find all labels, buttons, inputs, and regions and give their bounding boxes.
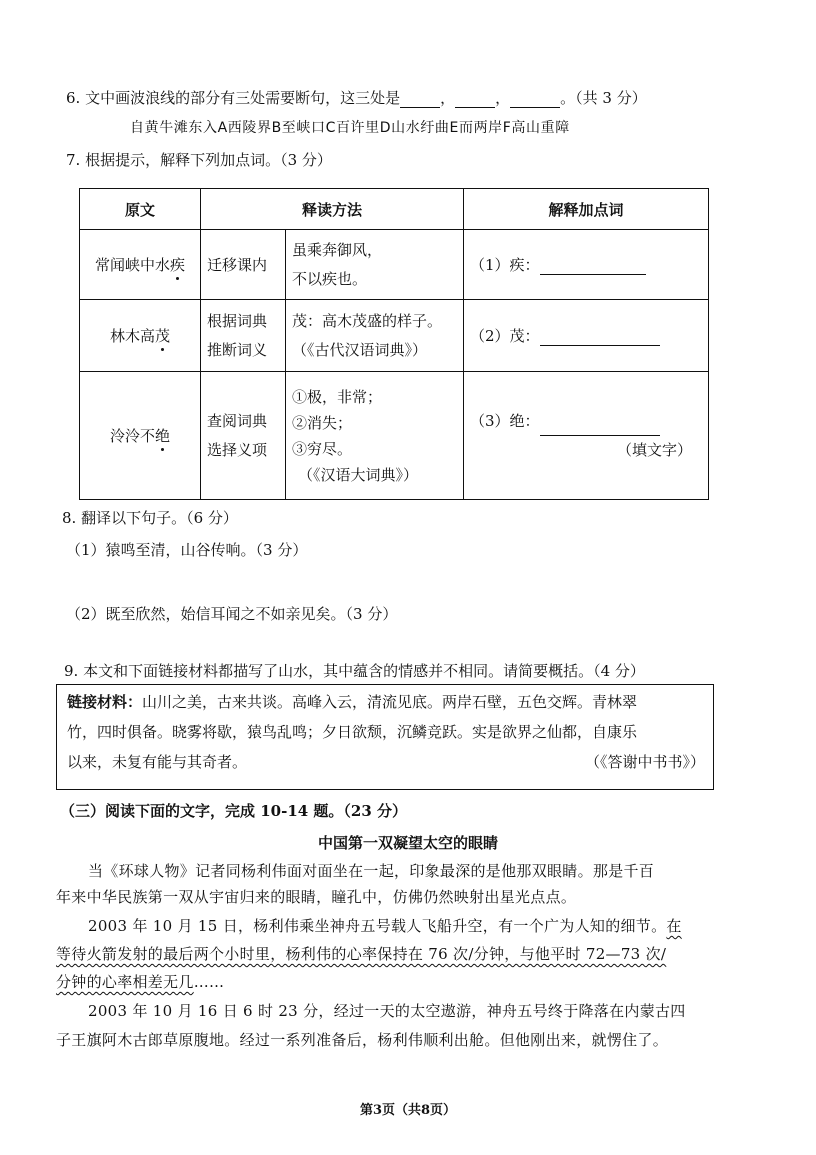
q7-title: 7. 根据提示，解释下列加点词。（3 分）: [66, 151, 332, 169]
header-answer: 解释加点词: [464, 189, 709, 230]
q6-answer-blank-3[interactable]: [510, 92, 560, 108]
method-cell: 根据词典 推断词义: [201, 300, 286, 372]
answer-blank-2[interactable]: [540, 330, 660, 346]
fill-note: （填文字）: [616, 440, 692, 459]
answer-blank-3[interactable]: [540, 420, 660, 436]
link-material-box: [56, 684, 714, 790]
q9-title: 9. 本文和下面链接材料都描写了山水，其中蕴含的情感并不相同。请简要概括。（4 分）: [64, 662, 645, 680]
paragraph-3-line-2: 子王旗阿木古郎草原腹地。经过一系列准备后，杨利伟顺利出舱。但他刚出来，就愣住了。: [56, 1031, 669, 1049]
table-header-row: [80, 189, 709, 230]
table-row: [80, 300, 709, 372]
dotted-word: 茂: [155, 327, 171, 345]
paragraph-1-line-1: 当《环球人物》记者同杨利伟面对面坐在一起，印象最深的是他那双眼睛。那是千百: [88, 862, 655, 880]
paragraph-2-line-1: 2003 年 10 月 15 日，杨利伟乘坐神舟五号载人飞船升空，有一个广为人知的细节。在: [88, 917, 682, 935]
q6-answer-blank-2[interactable]: [455, 92, 495, 108]
dotted-word: 疾: [170, 256, 186, 274]
paragraph-1-line-2: 年来中华民族第一双从宇宙归来的眼睛，瞳孔中，仿佛仍然映射出星光点点。: [56, 888, 577, 906]
q6-text: 6. 文中画波浪线的部分有三处需要断句，这三处是: [66, 89, 401, 107]
section-heading: （三）阅读下面的文字，完成 10-14 题。（23 分）: [60, 802, 408, 820]
q8-sentence-2: （2）既至欣然，始信耳闻之不如亲见矣。（3 分）: [66, 605, 398, 623]
hint-cell: 虽乘奔御风， 不以疾也。: [286, 230, 464, 300]
q6-score: 。（共 3 分）: [560, 89, 647, 107]
article-title: 中国第一双凝望太空的眼睛: [317, 834, 498, 852]
answer-cell: （1）疾：: [464, 230, 709, 300]
table-row: [80, 372, 709, 500]
q8-sentence-1: （1）猿鸣至清，山谷传响。（3 分）: [66, 541, 308, 559]
header-original: 原文: [80, 189, 201, 230]
method-cell: 迁移课内: [201, 230, 286, 300]
dotted-word: 绝: [155, 427, 171, 445]
answer-cell: （3）绝： （填文字）: [464, 372, 709, 500]
table-row: [80, 230, 709, 300]
header-method: 释读方法: [201, 189, 464, 230]
q6-prompt: [66, 87, 647, 108]
q7-table: [79, 188, 709, 500]
q6-answer-blank-1[interactable]: [400, 92, 440, 108]
q8-title: 8. 翻译以下句子。（6 分）: [62, 509, 238, 527]
q6-comma: ，: [440, 89, 456, 107]
q6-passage: 自黄牛滩东入A西陵界B至峡口C百许里D山水纡曲E而两岸F高山重障: [130, 120, 570, 136]
original-cell: 林木高茂: [80, 300, 201, 372]
paragraph-2-line-3: 分钟的心率相差无几……: [56, 973, 225, 991]
q6-comma: ，: [495, 89, 511, 107]
paragraph-2-line-2: 等待火箭发射的最后两个小时里，杨利伟的心率保持在 76 次/分钟，与他平时 72—73 次/: [56, 945, 667, 963]
material-line: 链接材料：山川之美，古来共谈。高峰入云，清流见底。两岸石壁，五色交辉。青林翠: [67, 693, 638, 711]
method-cell: 查阅词典 选择义项: [201, 372, 286, 500]
material-line: 以来，未复有能与其奇者。: [67, 753, 248, 771]
answer-blank-1[interactable]: [540, 259, 646, 275]
material-source: （《答谢中书书》）: [584, 753, 705, 771]
answer-cell: （2）茂：: [464, 300, 709, 372]
hint-cell: 茂：高木茂盛的样子。 （《古代汉语词典》）: [286, 300, 464, 372]
hint-cell: ①极，非常； ②消失； ③穷尽。 （《汉语大词典》）: [286, 372, 464, 500]
material-label: 链接材料：: [67, 693, 143, 711]
page-number: 第3页（共8页）: [359, 1103, 457, 1118]
original-cell: 常闻峡中水疾: [80, 230, 201, 300]
paragraph-3-line-1: 2003 年 10 月 16 日 6 时 23 分，经过一天的太空遨游，神舟五号终于降落在内蒙古四: [88, 1002, 686, 1020]
material-line: 竹，四时俱备。晓雾将歇，猿鸟乱鸣；夕日欲颓，沉鳞竞跃。实是欲界之仙都，自康乐: [67, 723, 638, 741]
original-cell: 泠泠不绝: [80, 372, 201, 500]
